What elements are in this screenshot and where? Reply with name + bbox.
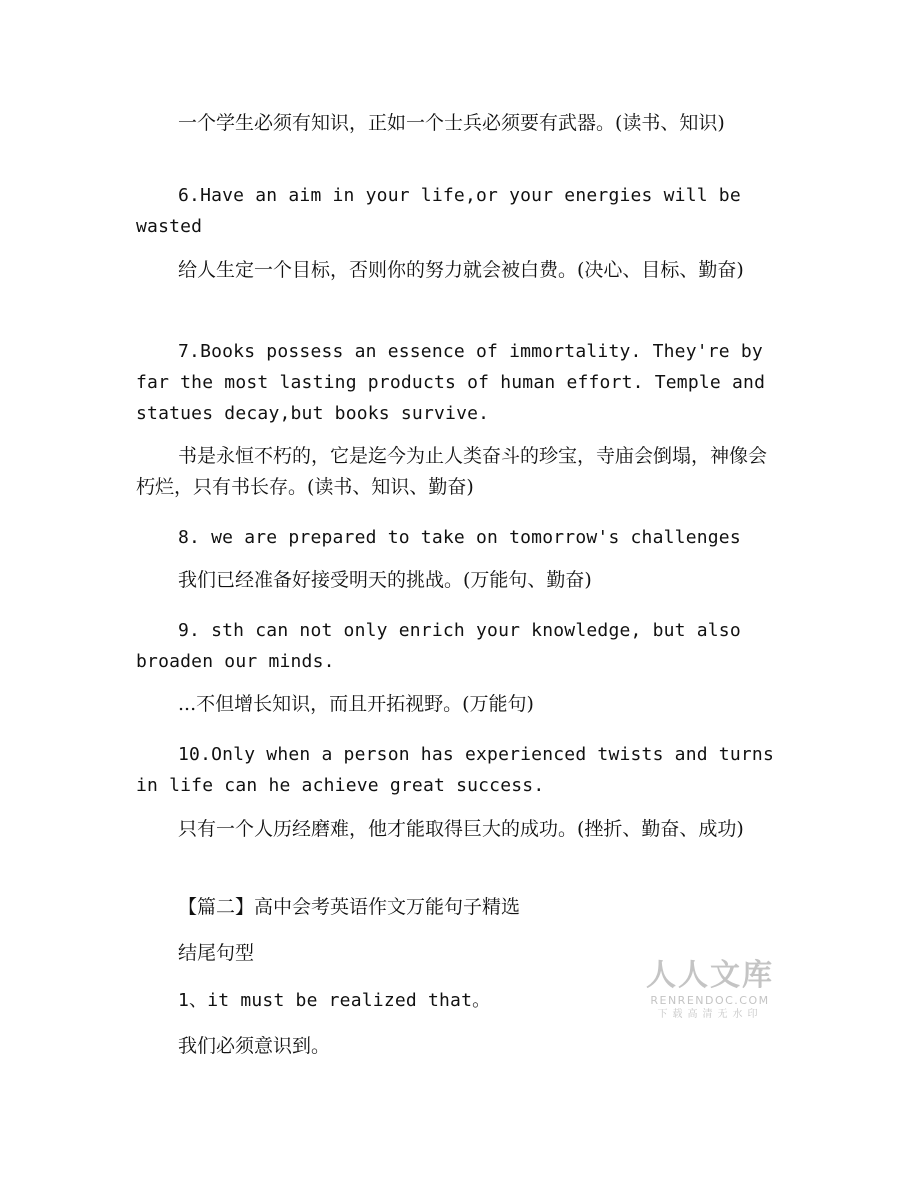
paragraph-chinese-9: ...不但增长知识，而且开拓视野。(万能句) xyxy=(178,693,534,715)
paragraph-chinese-10: 只有一个人历经磨难，他才能取得巨大的成功。(挫折、勤奋、成功) xyxy=(178,818,744,840)
paragraph-chinese-8: 我们已经准备好接受明天的挑战。(万能句、勤奋) xyxy=(178,569,592,591)
watermark-url: RENRENDOC.COM xyxy=(650,994,770,1007)
paragraph-english-10: 10.Only when a person has experienced twists and turns in life can he achieve great success. xyxy=(136,744,774,796)
paragraph-english-9: 9. sth can not only enrich your knowledge, but also broaden our minds. xyxy=(136,620,741,672)
section-heading: 【篇二】高中会考英语作文万能句子精选 xyxy=(178,896,521,918)
watermark-subtitle: 下载高清无水印 xyxy=(657,1009,763,1020)
watermark-logo xyxy=(645,958,775,1022)
paragraph-english-8: 8. we are prepared to take on tomorrow's challenges xyxy=(178,527,741,548)
paragraph-chinese-6: 给人生定一个目标，否则你的努力就会被白费。(决心、目标、勤奋) xyxy=(178,259,744,281)
paragraph-chinese-closing-1: 我们必须意识到。 xyxy=(178,1035,331,1057)
paragraph-chinese-1: 一个学生必须有知识，正如一个士兵必须要有武器。(读书、知识) xyxy=(178,112,725,134)
paragraph-english-7: 7.Books possess an essence of immortality. They're by far the most lasting products of human effort. Temple and statues decay,but books survive. xyxy=(136,341,766,424)
paragraph-english-6: 6.Have an aim in your life,or your energies will be wasted xyxy=(136,185,741,237)
paragraph-chinese-7: 书是永恒不朽的，它是迄今为止人类奋斗的珍宝，寺庙会倒塌，神像会朽烂，只有书长存。(读书、知识、勤奋) xyxy=(136,445,768,498)
paragraph-english-closing-1: 1、it must be realized that。 xyxy=(178,990,491,1011)
watermark-title: 人人文库 xyxy=(646,958,774,993)
subsection-heading: 结尾句型 xyxy=(178,942,255,964)
